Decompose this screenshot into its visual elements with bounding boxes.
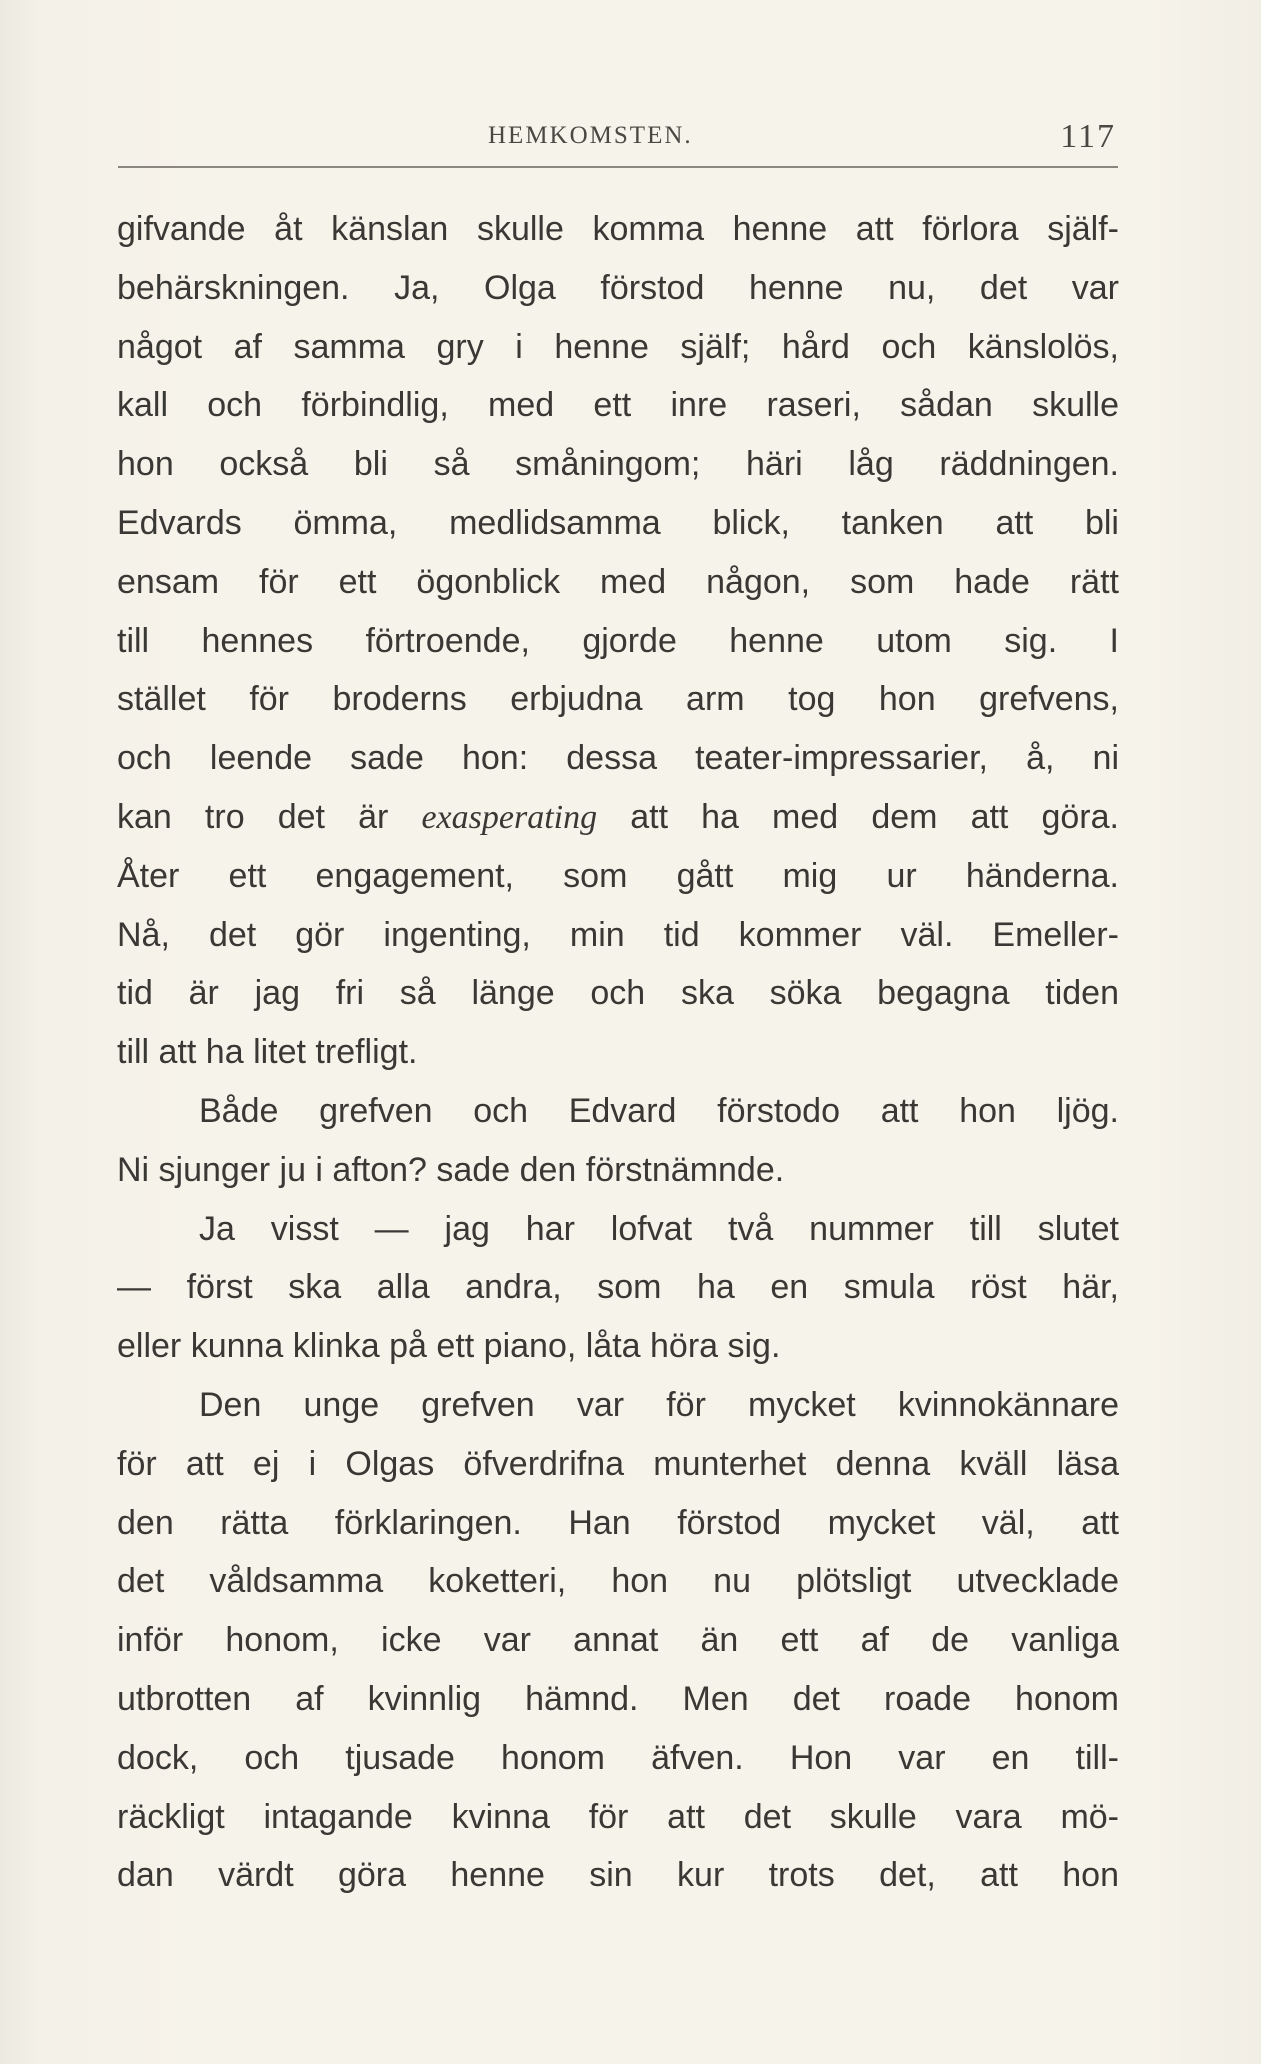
text-segment: inför honom, icke var annat än ett af de vanliga	[117, 1621, 1119, 1660]
text-line	[117, 729, 1119, 788]
text-segment: till hennes förtroende, gjorde henne utom sig. I	[117, 621, 1119, 660]
text-line	[117, 1435, 1119, 1494]
text-segment: det våldsamma koketteri, hon nu plötsligt utvecklade	[117, 1562, 1119, 1601]
running-head	[118, 118, 1118, 168]
text-line	[117, 1317, 1119, 1376]
text-segment: stället för broderns erbjudna arm tog hon grefvens,	[117, 680, 1119, 719]
running-title: HEMKOMSTEN.	[488, 122, 693, 149]
text-line	[117, 1141, 1119, 1200]
text-line	[117, 1846, 1119, 1905]
text-line	[117, 259, 1119, 318]
text-line	[117, 612, 1119, 671]
text-segment: Den unge grefven var för mycket kvinnokännare	[199, 1385, 1119, 1424]
text-segment: behärskningen. Ja, Olga förstod henne nu, det var	[117, 268, 1119, 307]
text-line	[117, 553, 1119, 612]
text-segment: till att ha litet trefligt.	[117, 1033, 418, 1072]
text-segment: Ni sjunger ju i afton? sade den förstnämnde.	[117, 1150, 785, 1189]
text-segment: — först ska alla andra, som ha en smula röst här,	[117, 1268, 1119, 1307]
text-segment: Både grefven och Edvard förstodo att hon ljög.	[199, 1091, 1119, 1130]
page-number: 117	[1060, 118, 1116, 155]
body-text	[117, 200, 1119, 1905]
text-segment: för att ej i Olgas öfverdrifna munterhet denna kväll läsa	[117, 1444, 1119, 1483]
text-segment: hon också bli så småningom; häri låg räddningen.	[117, 445, 1119, 484]
text-segment: dock, och tjusade honom äfven. Hon var en till-	[117, 1738, 1119, 1777]
text-segment: utbrotten af kvinnlig hämnd. Men det roade honom	[117, 1679, 1119, 1718]
italic-word: exasperating	[421, 798, 598, 836]
text-line	[117, 906, 1119, 965]
text-line	[117, 494, 1119, 553]
text-segment: och leende sade hon: dessa teater-impressarier, å, ni	[117, 739, 1119, 778]
text-line	[117, 1552, 1119, 1611]
text-line	[117, 1200, 1119, 1259]
text-line	[117, 1611, 1119, 1670]
text-line	[117, 1258, 1119, 1317]
text-line	[117, 1729, 1119, 1788]
text-line	[117, 1670, 1119, 1729]
text-line	[117, 847, 1119, 906]
text-line	[117, 670, 1119, 729]
text-line	[117, 964, 1119, 1023]
text-segment: dan värdt göra henne sin kur trots det, att hon	[117, 1856, 1119, 1895]
text-segment: tid är jag fri så länge och ska söka begagna tiden	[117, 974, 1119, 1013]
text-line	[117, 1376, 1119, 1435]
text-segment: ensam för ett ögonblick med någon, som hade rätt	[117, 562, 1119, 601]
text-line	[117, 318, 1119, 377]
text-segment: kall och förbindlig, med ett inre raseri, sådan skulle	[117, 386, 1119, 425]
text-segment: Ja visst — jag har lofvat två nummer till slutet	[199, 1209, 1119, 1248]
text-segment: Edvards ömma, medlidsamma blick, tanken att bli	[117, 503, 1119, 542]
text-segment: gifvande åt känslan skulle komma henne att förlora själf-	[117, 210, 1119, 248]
text-segment: den rätta förklaringen. Han förstod mycket väl, att	[117, 1503, 1119, 1542]
text-line	[117, 1023, 1119, 1082]
text-line	[117, 435, 1119, 494]
text-line	[117, 788, 1119, 847]
text-segment: Nå, det gör ingenting, min tid kommer väl. Emeller-	[117, 915, 1119, 954]
text-segment: kan tro det är	[117, 797, 422, 836]
text-line	[117, 1788, 1119, 1847]
text-segment: något af samma gry i henne själf; hård och känslolös,	[117, 327, 1119, 366]
text-segment: att ha med dem att göra.	[597, 797, 1119, 836]
text-segment: Åter ett engagement, som gått mig ur händerna.	[117, 856, 1119, 895]
text-segment: eller kunna klinka på ett piano, låta höra sig.	[117, 1327, 781, 1366]
text-segment: räckligt intagande kvinna för att det skulle vara mö-	[117, 1797, 1119, 1836]
text-line	[117, 376, 1119, 435]
text-line	[117, 200, 1119, 259]
text-line	[117, 1082, 1119, 1141]
text-line	[117, 1494, 1119, 1553]
